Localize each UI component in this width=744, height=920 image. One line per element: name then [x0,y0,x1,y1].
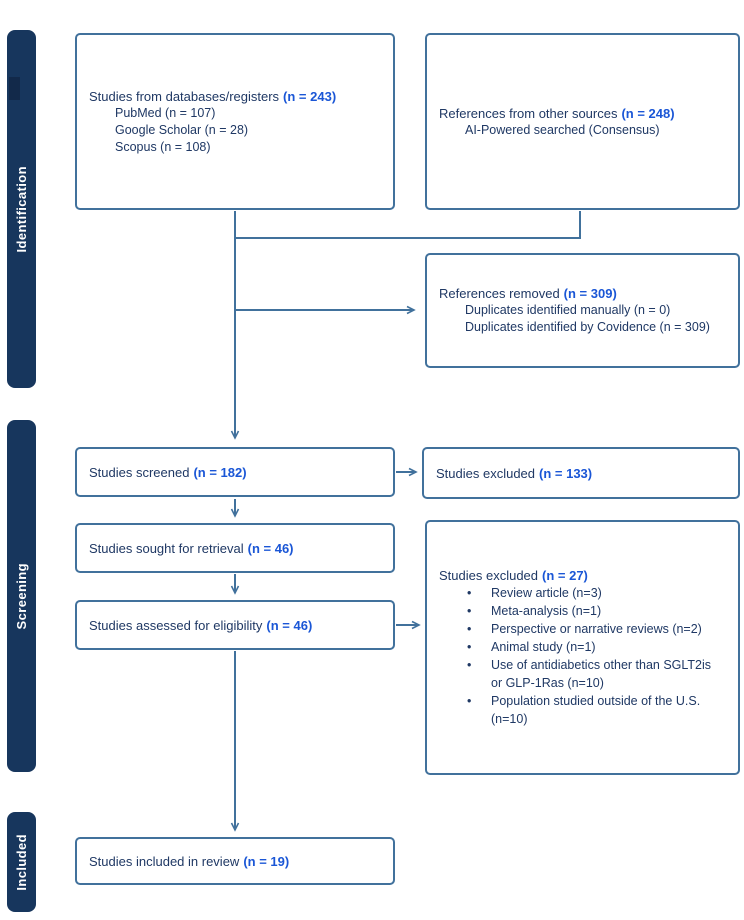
exclusion-reason: • Meta-analysis (n=1) [467,604,602,618]
box-studies-included-review [75,837,395,885]
box-sub-item: Duplicates identified manually (n = 0) [465,303,671,317]
stage-label-screening: Screening [14,562,29,630]
box-count: (n = 309) [563,286,617,301]
stage-label-identification: Identification [14,165,29,253]
box-studies-screened [75,447,395,497]
box-studies-excluded-eligibility [425,520,740,775]
box-count: (n = 46) [266,617,313,633]
exclusion-reason: • Perspective or narrative reviews (n=2) [467,622,702,636]
box-count: (n = 248) [621,105,675,121]
exclusion-reason: • Use of antidiabetics other than SGLT2is or GLP-1Ras (n=10) [467,658,712,690]
box-title: Studies assessed for eligibility [89,617,263,633]
box-count: (n = 19) [243,853,290,869]
stage-label-included: Included [14,833,29,891]
box-sub-item: Google Scholar (n = 28) [115,122,249,137]
box-count: (n = 46) [247,540,294,556]
box-studies-from-databases [75,33,395,210]
box-sub-item: AI-Powered searched (Consensus) [465,122,660,137]
bullet-icon: • [467,694,472,708]
bullet-icon: • [467,658,472,672]
bullet-icon: • [467,586,472,600]
box-title: Studies included in review [89,853,240,869]
exclusion-reason: • Population studied outside of the U.S. (n=10) [467,694,701,726]
exclusion-reason: • Review article (n=3) [467,586,602,600]
box-sub-item: Duplicates identified by Covidence (n = 309) [465,320,710,334]
bullet-icon: • [467,640,472,654]
box-title: Studies excluded [439,568,539,583]
box-title: Studies sought for retrieval [89,540,244,556]
box-count: (n = 27) [542,568,588,583]
box-count: (n = 182) [193,464,247,480]
box-sub-item: PubMed (n = 107) [115,105,216,120]
connector-merge-junction [235,211,580,238]
bullet-icon: • [467,604,472,618]
stage-bar-included [7,812,36,912]
stage-bar-screening [7,420,36,772]
box-count: (n = 243) [283,88,337,104]
bullet-icon: • [467,622,472,636]
box-references-other-sources [425,33,740,210]
box-studies-assessed-eligibility [75,600,395,650]
box-count: (n = 133) [539,465,593,481]
box-title: References removed [439,286,560,301]
box-studies-excluded-screening [422,447,740,499]
box-sub-item: Scopus (n = 108) [115,139,211,154]
box-title: References from other sources [439,105,618,121]
stage-bar-identification [7,30,36,388]
box-studies-sought-retrieval [75,523,395,573]
exclusion-reason: • Animal study (n=1) [467,640,596,654]
box-title: Studies excluded [436,465,536,481]
box-title: Studies from databases/registers [89,88,280,104]
bar-shade-patch [9,77,20,100]
box-references-removed [425,253,740,368]
box-title: Studies screened [89,464,190,480]
